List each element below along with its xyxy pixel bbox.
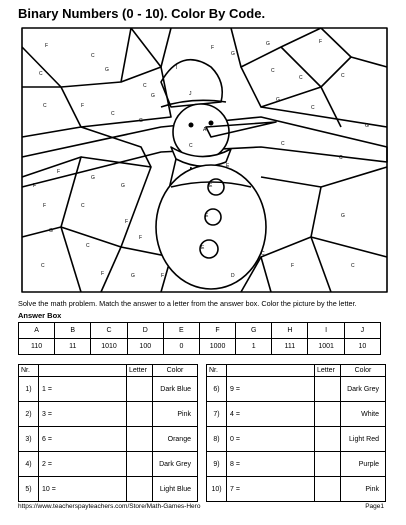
answer-letter: I xyxy=(308,323,344,339)
answer-letter: H xyxy=(272,323,308,339)
svg-text:G: G xyxy=(365,123,369,129)
answer-value: 110 xyxy=(19,339,55,355)
svg-text:F: F xyxy=(43,203,47,209)
answer-letter: E xyxy=(163,323,199,339)
svg-text:G: G xyxy=(105,67,109,73)
answer-values-row xyxy=(19,339,381,355)
problems-table-left xyxy=(18,364,198,502)
svg-text:F: F xyxy=(139,235,143,241)
problem-row xyxy=(19,377,198,402)
problem-expression: 8 = xyxy=(227,452,315,477)
problem-number: 8) xyxy=(207,427,227,452)
problem-color: Light Red xyxy=(341,427,386,452)
svg-text:F: F xyxy=(211,45,215,51)
letter-answer-cell[interactable] xyxy=(127,452,153,477)
svg-text:F: F xyxy=(125,219,129,225)
svg-text:A: A xyxy=(203,127,207,133)
problems-header xyxy=(207,365,386,377)
page-title: Binary Numbers (0 - 10). Color By Code. xyxy=(18,6,266,21)
problem-number: 7) xyxy=(207,402,227,427)
problem-color: Pink xyxy=(153,402,198,427)
answer-value: 11 xyxy=(55,339,91,355)
svg-text:I: I xyxy=(176,65,178,71)
svg-text:C: C xyxy=(299,75,303,81)
instructions: Solve the math problem. Match the answer to a letter from the answer box. Color the picture by the letter. xyxy=(18,299,357,308)
answer-box-table xyxy=(18,322,381,355)
svg-text:E: E xyxy=(209,183,213,189)
problem-row xyxy=(19,477,198,502)
svg-text:C: C xyxy=(41,263,45,269)
svg-text:G: G xyxy=(276,97,280,103)
letter-answer-cell[interactable] xyxy=(315,477,341,502)
answer-value: 1001 xyxy=(308,339,344,355)
letter-answer-cell[interactable] xyxy=(127,377,153,402)
svg-text:G: G xyxy=(231,51,235,57)
footer-store-link[interactable]: https://www.teacherspayteachers.com/Store/Math-Games-Hero xyxy=(18,503,201,510)
problem-row xyxy=(19,452,198,477)
problem-expression: 0 = xyxy=(227,427,315,452)
svg-text:C: C xyxy=(189,143,193,149)
svg-text:G: G xyxy=(139,118,143,124)
problem-color: Light Blue xyxy=(153,477,198,502)
svg-text:C: C xyxy=(351,263,355,269)
svg-text:C: C xyxy=(81,203,85,209)
svg-text:G: G xyxy=(121,183,125,189)
problem-number: 4) xyxy=(19,452,39,477)
svg-text:G: G xyxy=(151,93,155,99)
problem-color: Dark Grey xyxy=(341,377,386,402)
letter-answer-cell[interactable] xyxy=(315,452,341,477)
svg-text:F: F xyxy=(319,39,323,45)
problem-row xyxy=(207,452,386,477)
page-number: Page1 xyxy=(365,503,384,510)
header-color: Color xyxy=(153,365,198,377)
letter-answer-cell[interactable] xyxy=(315,377,341,402)
problem-number: 9) xyxy=(207,452,227,477)
svg-text:F: F xyxy=(101,271,105,277)
header-nr: Nr. xyxy=(207,365,227,377)
problem-color: Pink xyxy=(341,477,386,502)
problem-row xyxy=(19,402,198,427)
problem-row xyxy=(207,477,386,502)
header-problem xyxy=(227,365,315,377)
svg-text:E: E xyxy=(205,213,209,219)
answer-value: 0 xyxy=(163,339,199,355)
svg-text:G: G xyxy=(49,228,53,234)
answer-letter: D xyxy=(127,323,163,339)
svg-text:C: C xyxy=(43,103,47,109)
problems-table-right xyxy=(206,364,386,502)
svg-text:G: G xyxy=(266,41,270,47)
answer-letter: F xyxy=(199,323,235,339)
answer-letter: A xyxy=(19,323,55,339)
problem-expression: 6 = xyxy=(39,427,127,452)
answer-letter: B xyxy=(55,323,91,339)
problem-number: 6) xyxy=(207,377,227,402)
svg-text:F: F xyxy=(45,43,49,49)
problem-expression: 7 = xyxy=(227,477,315,502)
svg-text:J: J xyxy=(189,91,192,97)
header-color: Color xyxy=(341,365,386,377)
svg-text:G: G xyxy=(91,175,95,181)
problem-number: 3) xyxy=(19,427,39,452)
problem-color: Dark Blue xyxy=(153,377,198,402)
answer-value: 10 xyxy=(344,339,380,355)
answer-box-label: Answer Box xyxy=(18,311,62,320)
svg-text:F: F xyxy=(33,183,37,189)
problem-number: 10) xyxy=(207,477,227,502)
letter-answer-cell[interactable] xyxy=(315,427,341,452)
svg-text:C: C xyxy=(311,105,315,111)
answer-value: 111 xyxy=(272,339,308,355)
answer-letter: G xyxy=(236,323,272,339)
problems-header xyxy=(19,365,198,377)
svg-text:F: F xyxy=(161,273,165,279)
header-nr: Nr. xyxy=(19,365,39,377)
problem-color: Dark Grey xyxy=(153,452,198,477)
answer-value: 1010 xyxy=(91,339,127,355)
problem-number: 5) xyxy=(19,477,39,502)
svg-text:C: C xyxy=(111,111,115,117)
problem-row xyxy=(207,377,386,402)
letter-answer-cell[interactable] xyxy=(127,477,153,502)
svg-text:C: C xyxy=(261,251,265,257)
svg-text:E: E xyxy=(226,163,230,169)
letter-answer-cell[interactable] xyxy=(315,402,341,427)
svg-text:F: F xyxy=(57,169,61,175)
problem-row xyxy=(207,402,386,427)
header-letter: Letter xyxy=(315,365,341,377)
svg-text:C: C xyxy=(281,141,285,147)
problem-expression: 3 = xyxy=(39,402,127,427)
header-letter: Letter xyxy=(127,365,153,377)
problem-number: 1) xyxy=(19,377,39,402)
svg-text:F: F xyxy=(81,103,85,109)
problem-color: Orange xyxy=(153,427,198,452)
problem-expression: 1 = xyxy=(39,377,127,402)
letter-answer-cell[interactable] xyxy=(127,427,153,452)
svg-text:F: F xyxy=(291,263,295,269)
header-problem xyxy=(39,365,127,377)
answer-value: 1 xyxy=(236,339,272,355)
svg-text:C: C xyxy=(143,83,147,89)
problem-color: Purple xyxy=(341,452,386,477)
svg-text:C: C xyxy=(91,53,95,59)
snowman-coloring-picture xyxy=(21,27,388,293)
svg-text:G: G xyxy=(341,213,345,219)
problem-expression: 10 = xyxy=(39,477,127,502)
answer-letters-row xyxy=(19,323,381,339)
problem-expression: 2 = xyxy=(39,452,127,477)
svg-text:C: C xyxy=(39,71,43,77)
letter-answer-cell[interactable] xyxy=(127,402,153,427)
svg-text:C: C xyxy=(86,243,90,249)
problem-row xyxy=(19,427,198,452)
svg-text:C: C xyxy=(271,68,275,74)
problem-color: White xyxy=(341,402,386,427)
problem-expression: 4 = xyxy=(227,402,315,427)
svg-text:G: G xyxy=(131,273,135,279)
answer-letter: C xyxy=(91,323,127,339)
answer-value: 100 xyxy=(127,339,163,355)
svg-text:C: C xyxy=(339,155,343,161)
problem-number: 2) xyxy=(19,402,39,427)
problem-expression: 9 = xyxy=(227,377,315,402)
answer-letter: J xyxy=(344,323,380,339)
answer-value: 1000 xyxy=(199,339,235,355)
svg-text:D: D xyxy=(231,273,235,279)
svg-text:C: C xyxy=(341,73,345,79)
svg-text:E: E xyxy=(201,245,205,251)
problem-row xyxy=(207,427,386,452)
